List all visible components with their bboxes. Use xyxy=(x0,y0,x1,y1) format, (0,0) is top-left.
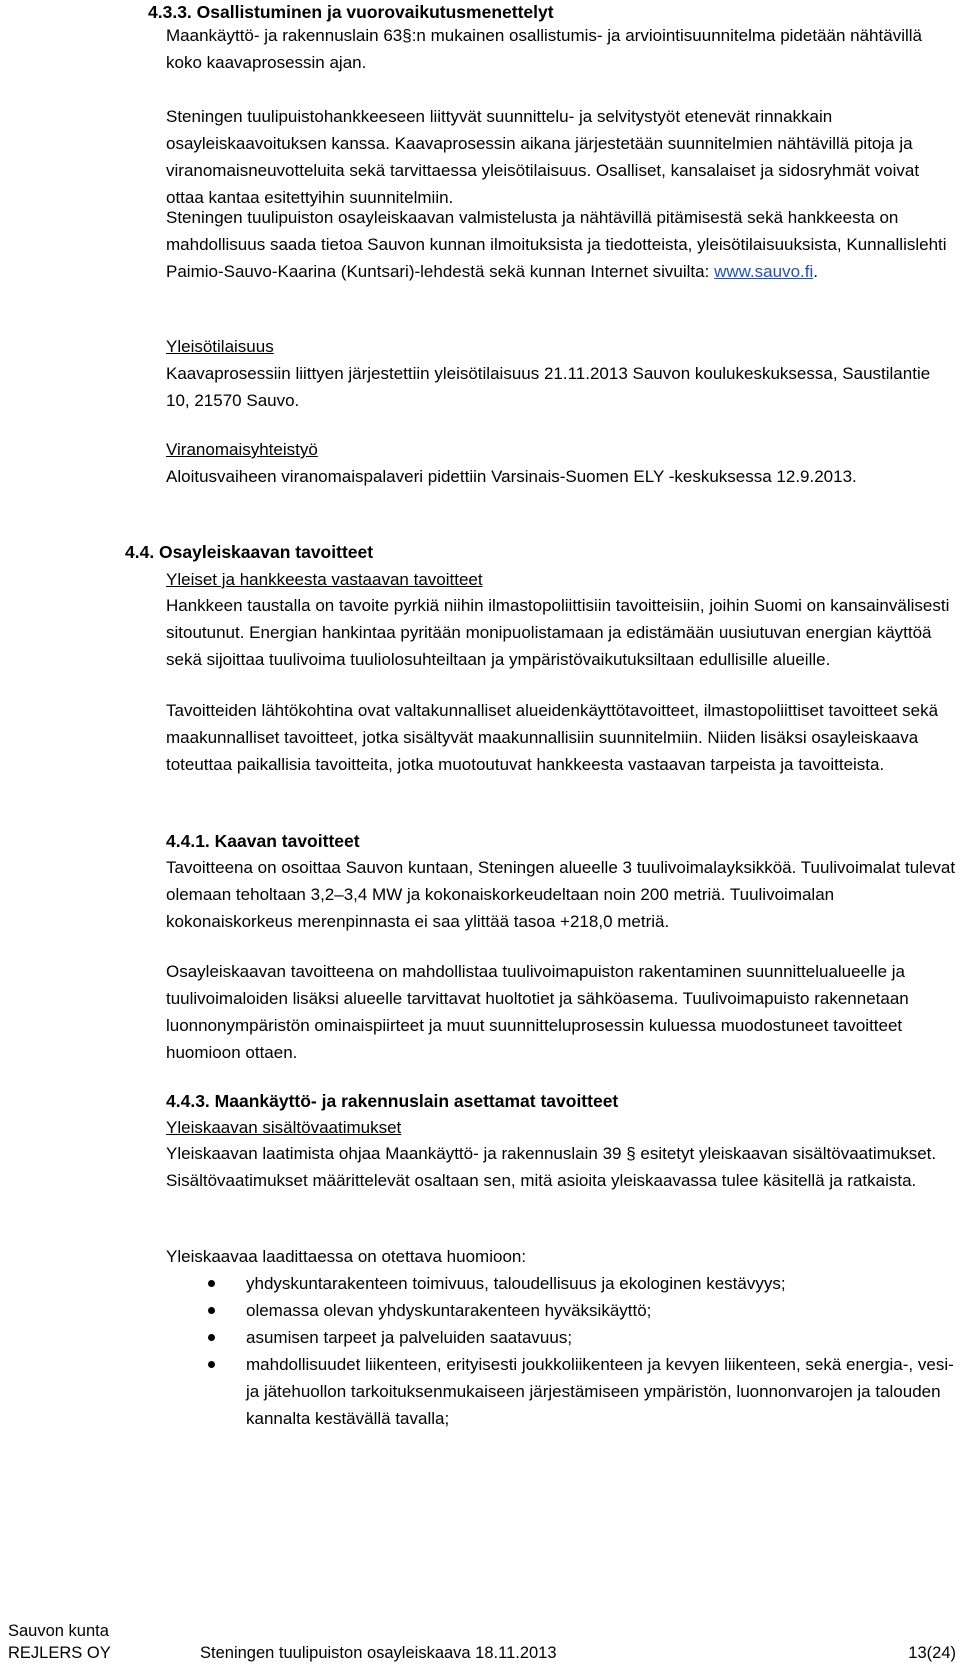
section-heading-4-4-3: 4.4.3. Maankäyttö- ja rakennuslain asettamat tavoitteet xyxy=(166,1091,619,1111)
footer-org: Sauvon kunta xyxy=(8,1622,109,1640)
paragraph: Aloitusvaiheen viranomaispalaveri pidettiin Varsinais-Suomen ELY -keskuksessa 12.9.2013. xyxy=(166,467,857,486)
list-item xyxy=(166,1270,956,1297)
list-item-text: mahdollisuudet liikenteen, erityisesti joukkoliikenteen ja kevyen liikenteen, sekä energia-, vesi- ja jätehuollon tarkoituksenmukaiseen järjestämiseen ympäristön, luonnonvarojen ja talouden kannalta kestävällä tavalla; xyxy=(246,1355,954,1428)
list-item-text: olemassa olevan yhdyskuntarakenteen hyväksikäyttö; xyxy=(246,1301,652,1320)
list-item-text: asumisen tarpeet ja palveluiden saatavuus; xyxy=(246,1328,573,1347)
footer-consultant: REJLERS OY xyxy=(8,1644,111,1662)
subheading-viranomaisyhteistyo: Viranomaisyhteistyö xyxy=(166,440,318,459)
subheading-sisaltovaatimukset: Yleiskaavan sisältövaatimukset xyxy=(166,1118,402,1137)
section-heading-4-4-1: 4.4.1. Kaavan tavoitteet xyxy=(166,831,360,851)
section-heading-4-3-3: 4.3.3. Osallistuminen ja vuorovaikutusmenettelyt xyxy=(148,2,554,22)
paragraph: Kaavaprosessiin liittyen järjestettiin yleisötilaisuus 21.11.2013 Sauvon koulukeskuksessa, Saustilantie 10, 21570 Sauvo. xyxy=(166,364,931,410)
subheading-yleisotilaisuus: Yleisötilaisuus xyxy=(166,337,274,356)
bullet-icon xyxy=(208,1280,215,1287)
bullet-icon xyxy=(208,1334,215,1341)
list-item xyxy=(166,1351,956,1432)
footer-document-title: Steningen tuulipuiston osayleiskaava 18.11.2013 xyxy=(200,1644,557,1662)
section-heading-4-4: 4.4. Osayleiskaavan tavoitteet xyxy=(125,542,374,562)
requirements-list xyxy=(166,1270,956,1432)
list-item-text: yhdyskuntarakenteen toimivuus, taloudellisuus ja ekologinen kestävyys; xyxy=(246,1274,786,1293)
paragraph: Tavoitteena on osoittaa Sauvon kuntaan, Steningen alueelle 3 tuulivoimalayksikköä. Tuulivoimalat tulevat olemaan teholtaan 3,2–3,4 MW ja kokonaiskorkeudeltaan noin 200 metriä. Tuulivoimalan kokonaiskorkeus merenpinnasta ei saa ylittää tasoa +218,0 metriä. xyxy=(166,858,956,931)
paragraph: Yleiskaavan laatimista ohjaa Maankäyttö- ja rakennuslain 39 § esitetyt yleiskaavan sisältövaatimukset. Sisältövaatimukset määrittelevät osaltaan sen, mitä asioita yleiskaavassa tulee käsitellä ja ratkaista. xyxy=(166,1144,937,1190)
paragraph: Osayleiskaavan tavoitteena on mahdollistaa tuulivoimapuiston rakentaminen suunnittelualueelle ja tuulivoimaloiden lisäksi alueelle tarvittavat huoltotiet ja sähköasema. Tuulivoimapuisto rakennetaan luonnonympäristön ominaispiirteet ja muut suunnitteluprosessin kuluessa muodostuneet tavoitteet huomioon ottaen. xyxy=(166,962,909,1062)
paragraph-text: Steningen tuulipuiston osayleiskaavan valmistelusta ja nähtävillä pitämisestä sekä hankkeesta on mahdollisuus saada tietoa Sauvon kunnan ilmoituksista ja tiedotteista, yleisötilaisuuksista, Kunnallislehti Paimio-Sauvo-Kaarina (Kuntsari)-lehdestä sekä kunnan Internet sivuilta: xyxy=(166,208,947,281)
list-item xyxy=(166,1324,956,1351)
paragraph: Steningen tuulipuistohankkeeseen liittyvät suunnittelu- ja selvitystyöt etenevät rinnakkain osayleiskaavoituksen kanssa. Kaavaprosessin aikana järjestetään suunnitelmien nähtävillä pitoja ja viranomaisneuvotteluita sekä tarvittaessa yleisötilaisuus. Osalliset, kansalaiset ja sidosryhmät voivat ottaa kantaa esitettyihin suunnitelmiin. xyxy=(166,107,920,207)
subheading-yleiset-tavoitteet: Yleiset ja hankkeesta vastaavan tavoitteet xyxy=(166,570,483,589)
paragraph: Maankäyttö- ja rakennuslain 63§:n mukainen osallistumis- ja arviointisuunnitelma pidetään nähtävillä koko kaavaprosessin ajan. xyxy=(166,26,922,72)
footer-page-number: 13(24) xyxy=(908,1644,956,1662)
bullet-icon xyxy=(208,1307,215,1314)
paragraph: Hankkeen taustalla on tavoite pyrkiä niihin ilmastopoliittisiin tavoitteisiin, joihin Suomi on kansainvälisesti sitoutunut. Energian hankintaa pyritään monipuolistamaan ja edistämään uusiutuvan energian käyttöä sekä sijoittaa tuulivoima tuuliolosuhteiltaan ja ympäristövaikutuksiltaan edullisille alueille. xyxy=(166,596,950,669)
list-item xyxy=(166,1297,956,1324)
website-link[interactable]: www.sauvo.fi xyxy=(714,262,814,281)
paragraph-end: . xyxy=(813,262,818,281)
bullet-icon xyxy=(208,1361,215,1368)
paragraph: Tavoitteiden lähtökohtina ovat valtakunnalliset alueidenkäyttötavoitteet, ilmastopoliittiset tavoitteet sekä maakunnalliset tavoitteet, jotka sisältyvät maakunnallisiin suunnitelmiin. Niiden lisäksi osayleiskaava toteuttaa paikallisia tavoitteita, jotka muotoutuvat hankkeesta vastaavan tarpeista ja tavoitteista. xyxy=(166,701,939,774)
paragraph: Yleiskaavaa laadittaessa on otettava huomioon: xyxy=(166,1247,527,1266)
paragraph xyxy=(166,204,956,285)
